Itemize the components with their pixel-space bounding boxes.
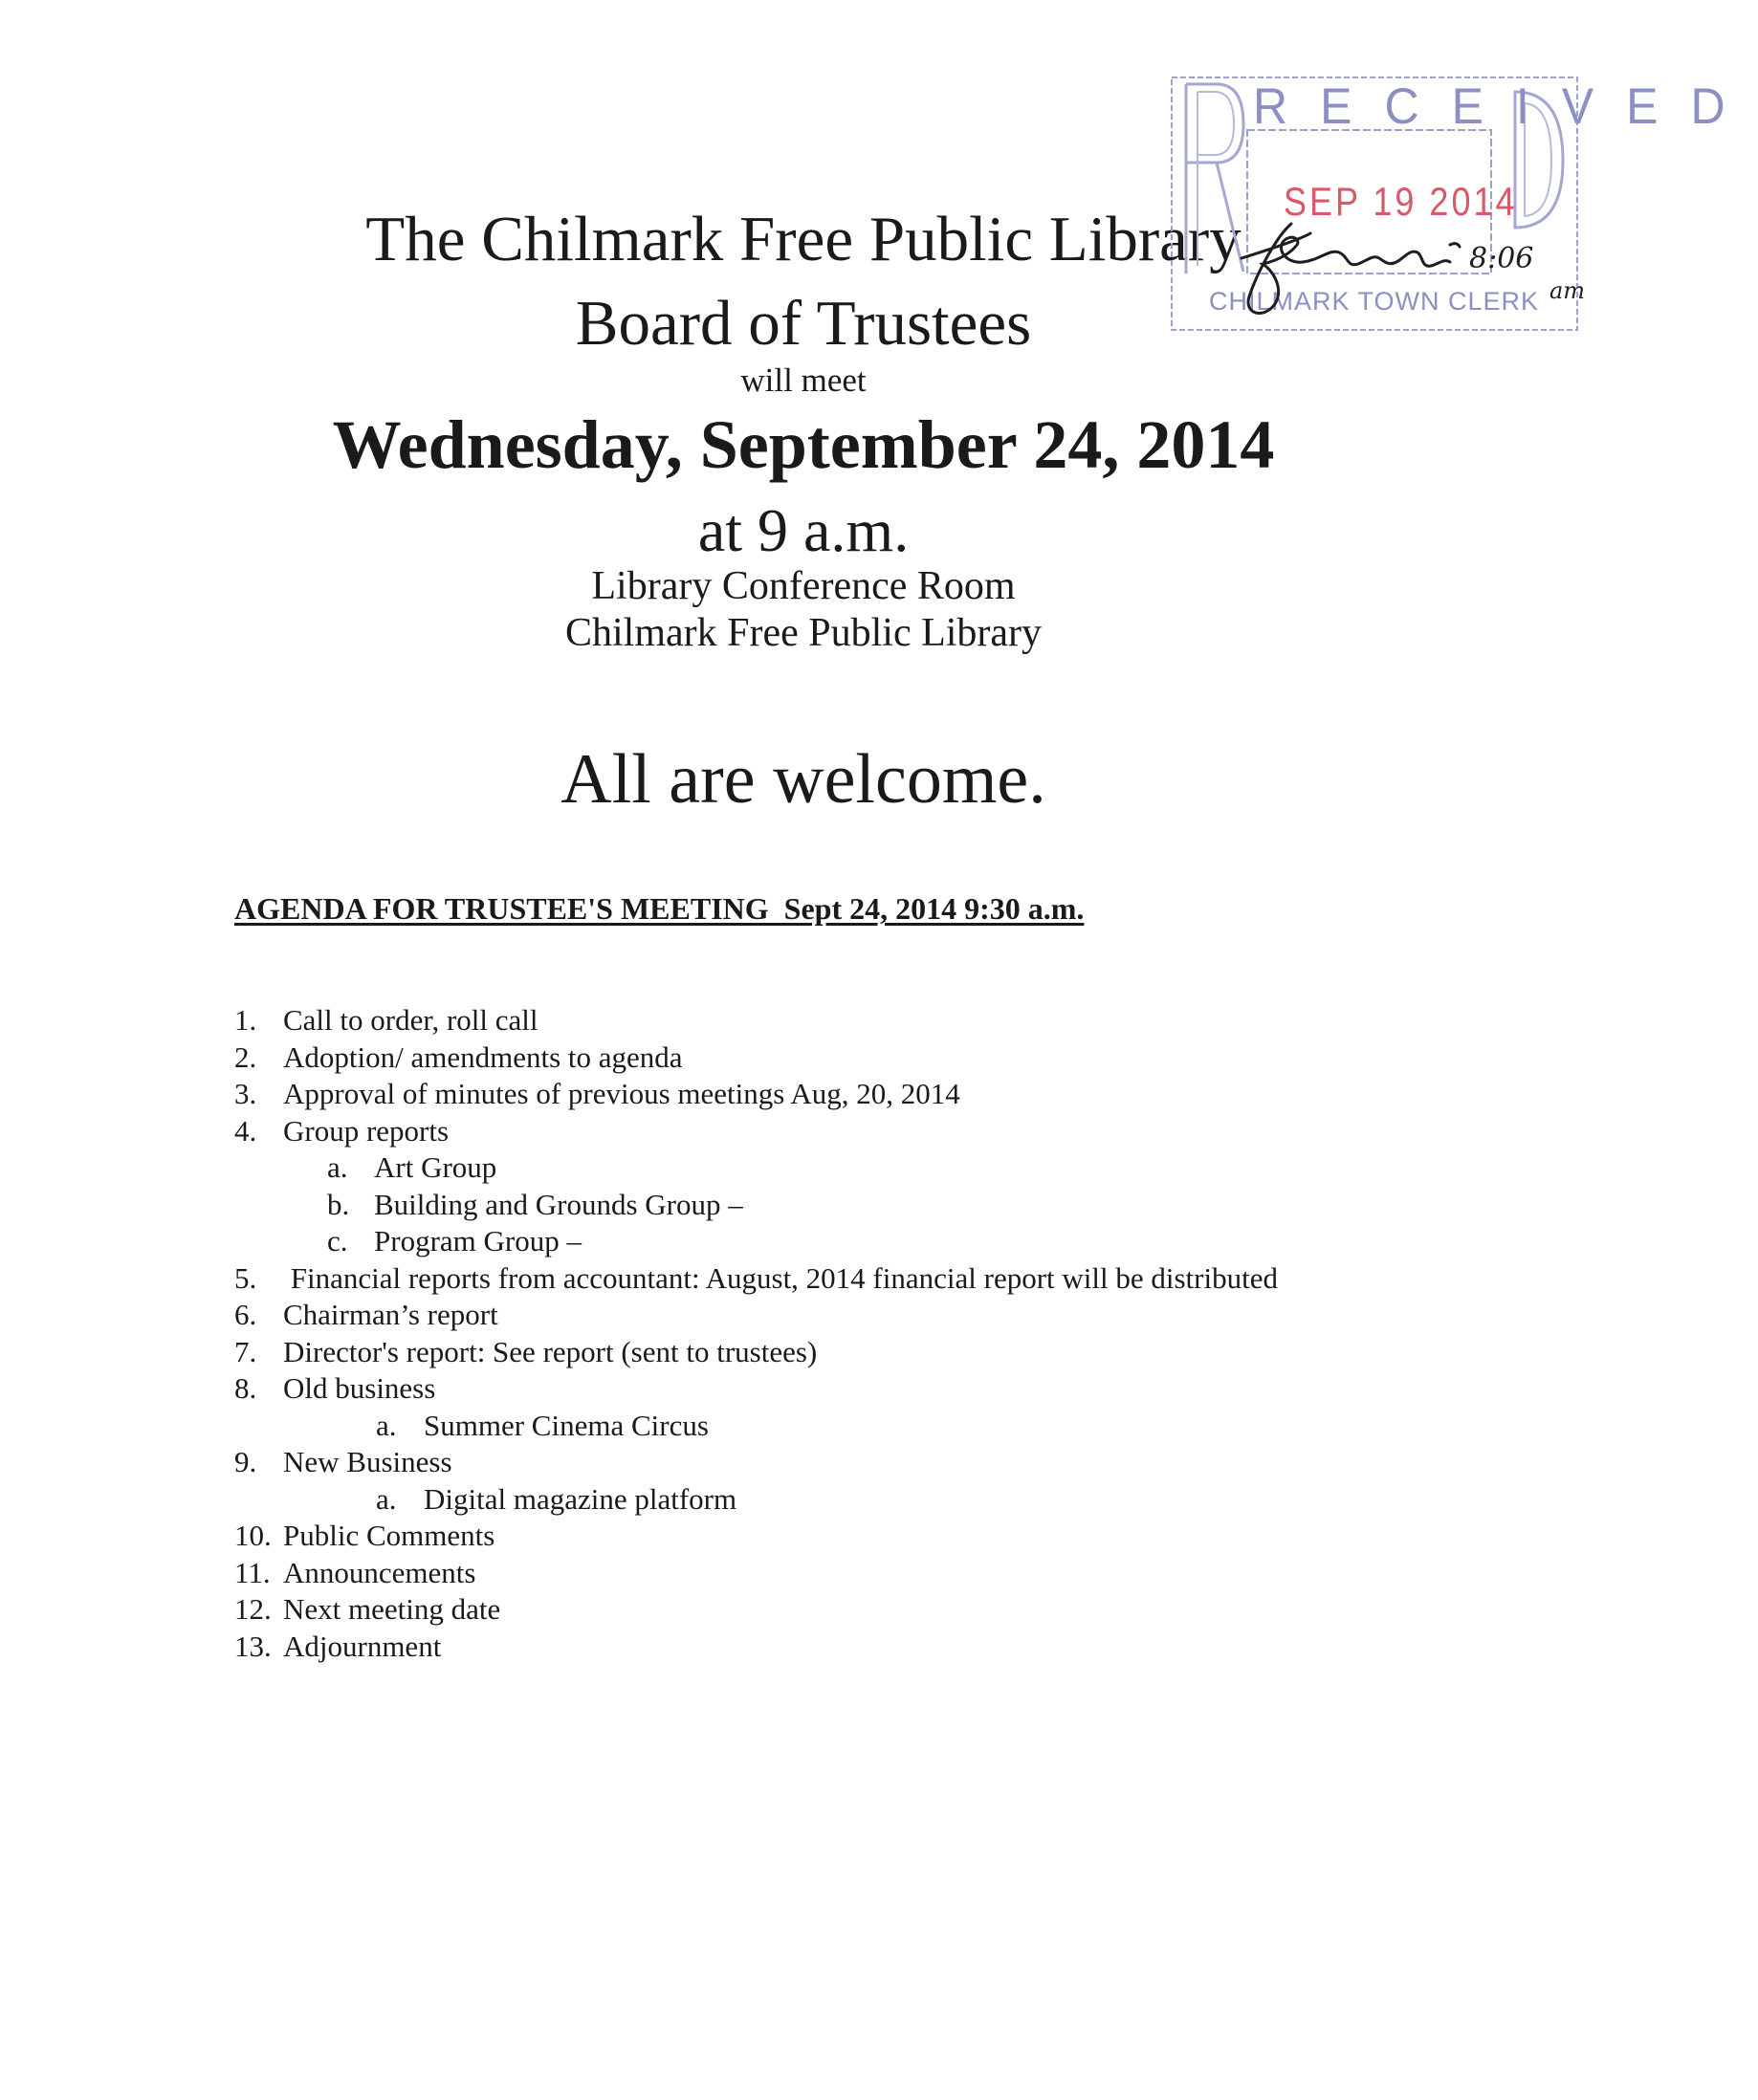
agenda-item-number: 10.	[234, 1519, 272, 1552]
agenda-item-text: Announcements	[283, 1555, 476, 1589]
agenda-item-text: Call to order, roll call	[283, 1003, 538, 1037]
board-title: Board of Trustees	[575, 288, 1032, 359]
agenda-item-number: c.	[327, 1224, 348, 1258]
agenda-item-text: Adoption/ amendments to agenda	[283, 1039, 683, 1074]
agenda-item-text: Director's report: See report (sent to trustees)	[283, 1334, 818, 1368]
library-title: The Chilmark Free Public Library	[365, 204, 1242, 274]
agenda-item-number: 7.	[234, 1334, 257, 1368]
will-meet-text: will meet	[740, 361, 867, 399]
agenda-list	[234, 1002, 1478, 1665]
agenda-item-text: Program Group –	[374, 1224, 582, 1258]
agenda-item-text: Building and Grounds Group –	[374, 1187, 743, 1221]
agenda-item	[234, 1113, 1478, 1150]
agenda-item-text: Adjournment	[283, 1629, 442, 1663]
agenda-item-number: 13.	[234, 1629, 272, 1663]
agenda-item-number: 12.	[234, 1592, 272, 1626]
agenda-item-text: Digital magazine platform	[424, 1481, 737, 1516]
agenda-item-text: Old business	[283, 1371, 436, 1405]
stamp-office-text: CHILMARK TOWN CLERK	[1209, 287, 1540, 316]
agenda-item-text: Summer Cinema Circus	[424, 1408, 709, 1442]
agenda-item	[234, 1591, 1478, 1629]
agenda-item-number: a.	[376, 1481, 397, 1516]
agenda-item-number: 8.	[234, 1371, 257, 1405]
agenda-item	[234, 1039, 1478, 1077]
agenda-item	[234, 1444, 1478, 1481]
agenda-subitem	[234, 1223, 1478, 1260]
meeting-date: Wednesday, September 24, 2014	[332, 406, 1275, 483]
agenda-item-number: b.	[327, 1187, 350, 1221]
location-library: Chilmark Free Public Library	[564, 611, 1043, 655]
agenda-item-number: 3.	[234, 1077, 257, 1110]
handwritten-time: 8:06	[1469, 242, 1534, 275]
agenda-heading: AGENDA FOR TRUSTEE'S MEETING Sept 24, 2014 9:30 a.m.	[234, 891, 1085, 926]
agenda-item-number: 2.	[234, 1039, 257, 1074]
stamp-date-text: SEP 19 2014	[1284, 178, 1518, 224]
agenda-item-text: Financial reports from accountant: August, 2014 financial report will be distributed	[283, 1260, 1278, 1295]
agenda-subitem	[234, 1408, 1478, 1445]
agenda-item-text: Approval of minutes of previous meetings Aug, 20, 2014	[283, 1077, 960, 1110]
agenda-item	[234, 1555, 1478, 1592]
agenda-item-number: 5.	[234, 1260, 257, 1295]
meeting-time: at 9 a.m.	[697, 496, 910, 564]
agenda-item-text: Chairman’s report	[283, 1298, 498, 1331]
location-room: Library Conference Room	[591, 564, 1016, 608]
agenda-item-number: 9.	[234, 1445, 257, 1478]
handwritten-signature	[1234, 220, 1607, 325]
agenda-item-text: Next meeting date	[283, 1592, 501, 1626]
handwritten-am: am	[1549, 277, 1586, 304]
agenda-item-text: Group reports	[283, 1113, 450, 1148]
agenda-item-text: Public Comments	[283, 1519, 495, 1552]
agenda-item	[234, 1370, 1478, 1408]
agenda-item	[234, 1297, 1478, 1334]
agenda-item-text: Art Group	[374, 1150, 497, 1184]
agenda-item	[234, 1334, 1478, 1371]
stamp-received-text: RECEIVED	[1253, 77, 1758, 135]
agenda-item-number: a.	[376, 1408, 397, 1442]
agenda-subitem	[234, 1149, 1478, 1187]
agenda-item-number: 6.	[234, 1298, 257, 1331]
agenda-item	[234, 1629, 1478, 1666]
agenda-item-text: New Business	[283, 1445, 452, 1478]
agenda-item-number: 4.	[234, 1113, 257, 1148]
welcome-message: All are welcome.	[560, 740, 1046, 819]
agenda-item	[234, 1076, 1478, 1113]
agenda-subitem	[234, 1481, 1478, 1519]
agenda-item-number: 11.	[234, 1555, 271, 1589]
agenda-item	[234, 1260, 1478, 1298]
agenda-subitem	[234, 1187, 1478, 1224]
agenda-item	[234, 1518, 1478, 1555]
agenda-item	[234, 1002, 1478, 1039]
agenda-item-number: 1.	[234, 1003, 257, 1037]
agenda-item-number: a.	[327, 1150, 348, 1184]
